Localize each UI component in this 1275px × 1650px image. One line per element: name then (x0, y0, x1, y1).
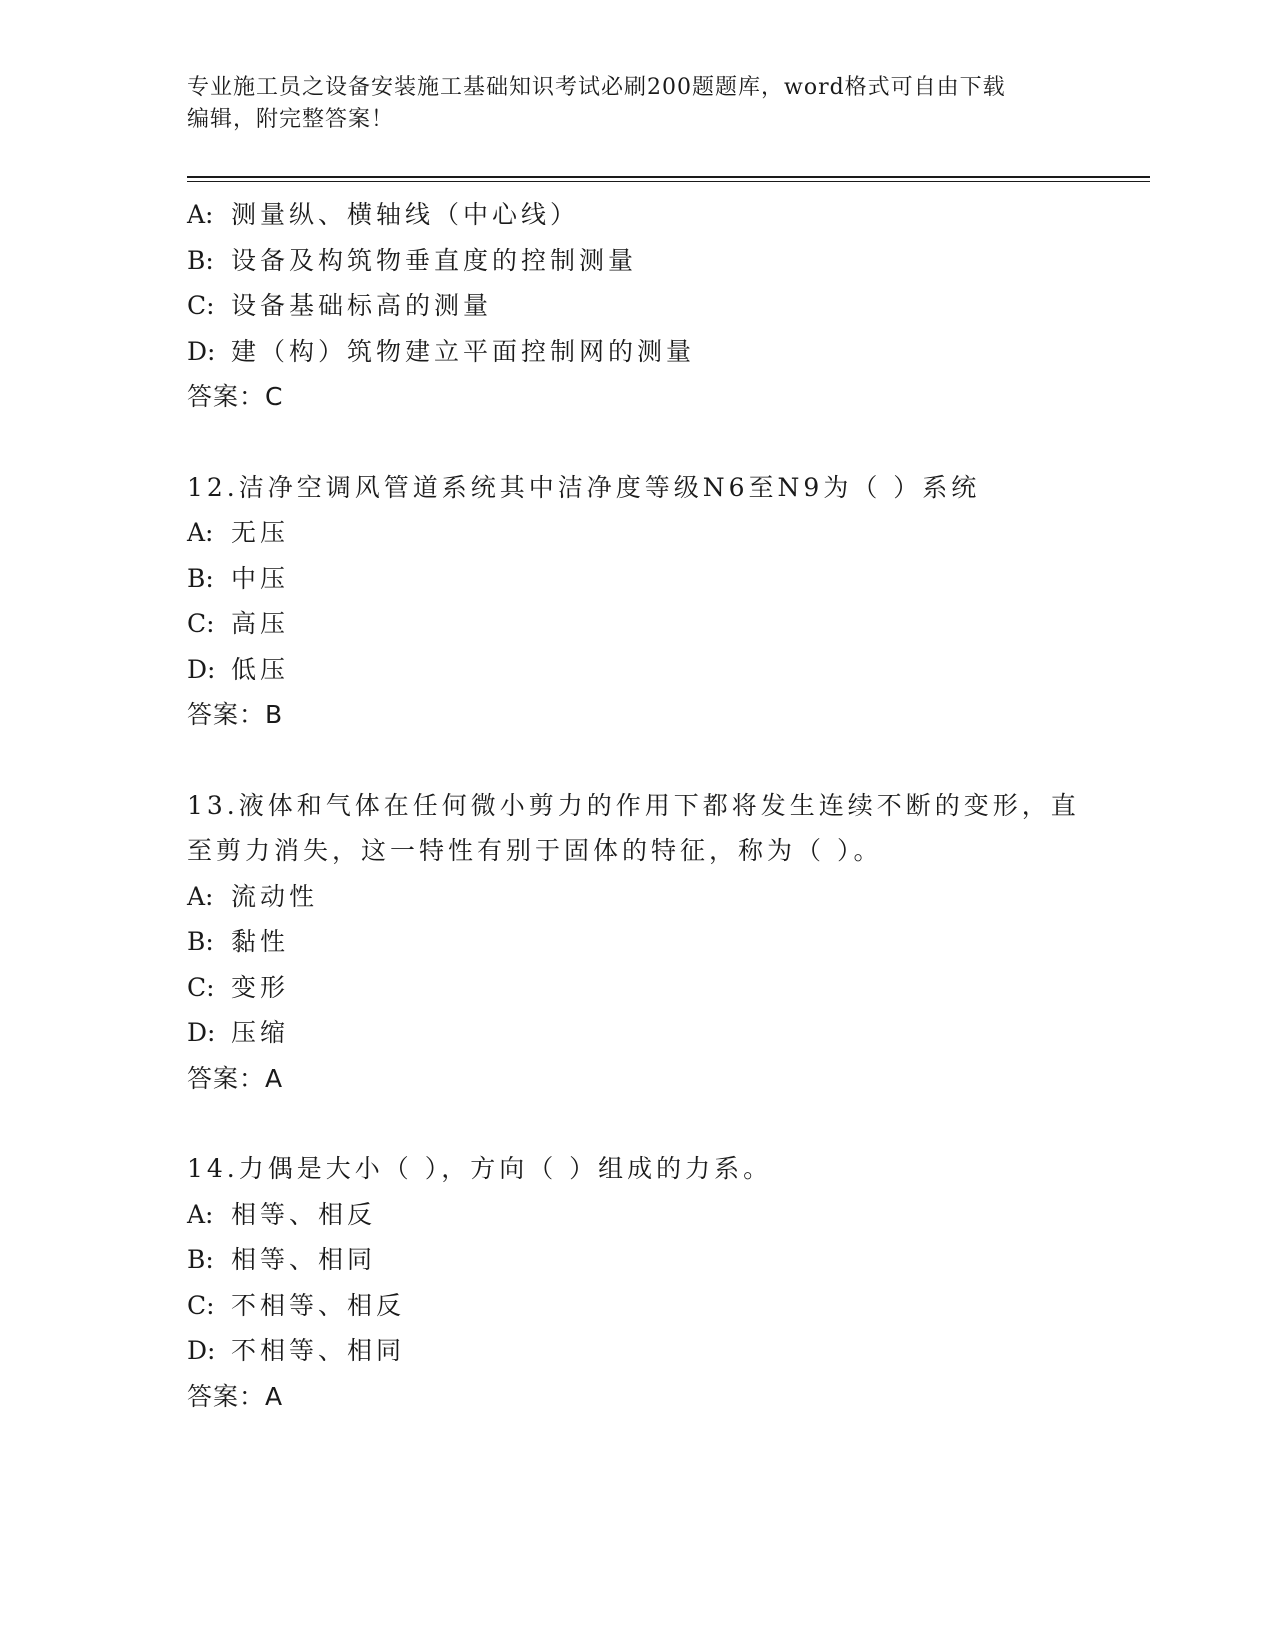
option-a (187, 510, 1087, 556)
spacer (187, 738, 1087, 783)
option-text: 设备基础标高的测量 (231, 291, 493, 320)
option-letter: A: (187, 1199, 214, 1229)
option-b (187, 919, 1087, 965)
option-a (187, 874, 1087, 920)
option-text: 设备及构筑物垂直度的控制测量 (231, 245, 638, 275)
option-c (187, 283, 1087, 329)
option-text: 相等、相反 (231, 1199, 377, 1229)
option-letter: A: (187, 518, 214, 547)
question-12 (187, 465, 1087, 738)
answer-line: 答案：B (187, 700, 284, 729)
option-d (187, 647, 1087, 693)
option-text: 变形 (231, 972, 290, 1002)
option-d (187, 329, 1087, 375)
option-text: 低压 (231, 654, 290, 684)
option-letter: D: (187, 1336, 216, 1365)
option-text: 不相等、相反 (231, 1290, 406, 1320)
option-letter: B: (187, 563, 214, 593)
option-letter: D: (187, 336, 216, 366)
header-line-2: 编辑，附完整答案！ (187, 107, 395, 132)
option-b (187, 1237, 1087, 1283)
option-c (187, 601, 1087, 647)
option-text: 中压 (231, 563, 290, 593)
question-14 (187, 1146, 1087, 1419)
option-b (187, 556, 1087, 602)
option-text: 测量纵、横轴线（中心线） (231, 200, 580, 229)
option-d (187, 1328, 1087, 1374)
option-letter: C: (187, 972, 215, 1002)
option-text: 流动性 (231, 881, 319, 911)
question-11 (187, 192, 1087, 420)
option-letter: D: (187, 654, 216, 684)
question-text: 12.洁净空调风管道系统其中洁净度等级N6至N9为（ ）系统 (187, 472, 981, 502)
answer-line: 答案：A (187, 1063, 284, 1093)
option-letter: C: (187, 609, 215, 638)
question-text-line-1: 13.液体和气体在任何微小剪力的作用下都将发生连续不断的变形，直 (187, 790, 1080, 820)
option-letter: B: (187, 245, 214, 275)
option-text: 压缩 (231, 1018, 290, 1047)
header-divider-thick (187, 176, 1150, 178)
answer-line: 答案：A (187, 1381, 284, 1411)
option-text: 黏性 (231, 927, 290, 956)
question-list (187, 192, 1087, 1419)
option-c (187, 1283, 1087, 1329)
option-letter: A: (187, 881, 214, 911)
question-text: 14.力偶是大小（ ），方向（ ）组成的力系。 (187, 1154, 773, 1183)
option-letter: D: (187, 1018, 216, 1047)
header-line-1: 专业施工员之设备安装施工基础知识考试必刷200题题库，word格式可自由下载 (187, 75, 1006, 100)
option-letter: A: (187, 200, 214, 229)
option-text: 建（构）筑物建立平面控制网的测量 (231, 336, 696, 366)
option-text: 相等、相同 (231, 1245, 377, 1274)
header-divider-thin (187, 181, 1150, 182)
option-letter: B: (187, 1245, 214, 1274)
option-a (187, 192, 1087, 238)
question-13 (187, 783, 1087, 1102)
spacer (187, 1101, 1087, 1146)
document-header (187, 72, 1067, 136)
option-d (187, 1010, 1087, 1056)
option-c (187, 965, 1087, 1011)
option-text: 无压 (231, 518, 290, 547)
option-a (187, 1192, 1087, 1238)
option-letter: B: (187, 927, 214, 956)
option-text: 不相等、相同 (231, 1336, 406, 1365)
option-text: 高压 (231, 609, 290, 638)
option-letter: C: (187, 291, 215, 320)
option-b (187, 238, 1087, 284)
question-text-line-2: 至剪力消失，这一特性有别于固体的特征，称为（ ）。 (187, 836, 883, 865)
answer-line: 答案：C (187, 382, 284, 411)
spacer (187, 420, 1087, 465)
option-letter: C: (187, 1290, 215, 1320)
